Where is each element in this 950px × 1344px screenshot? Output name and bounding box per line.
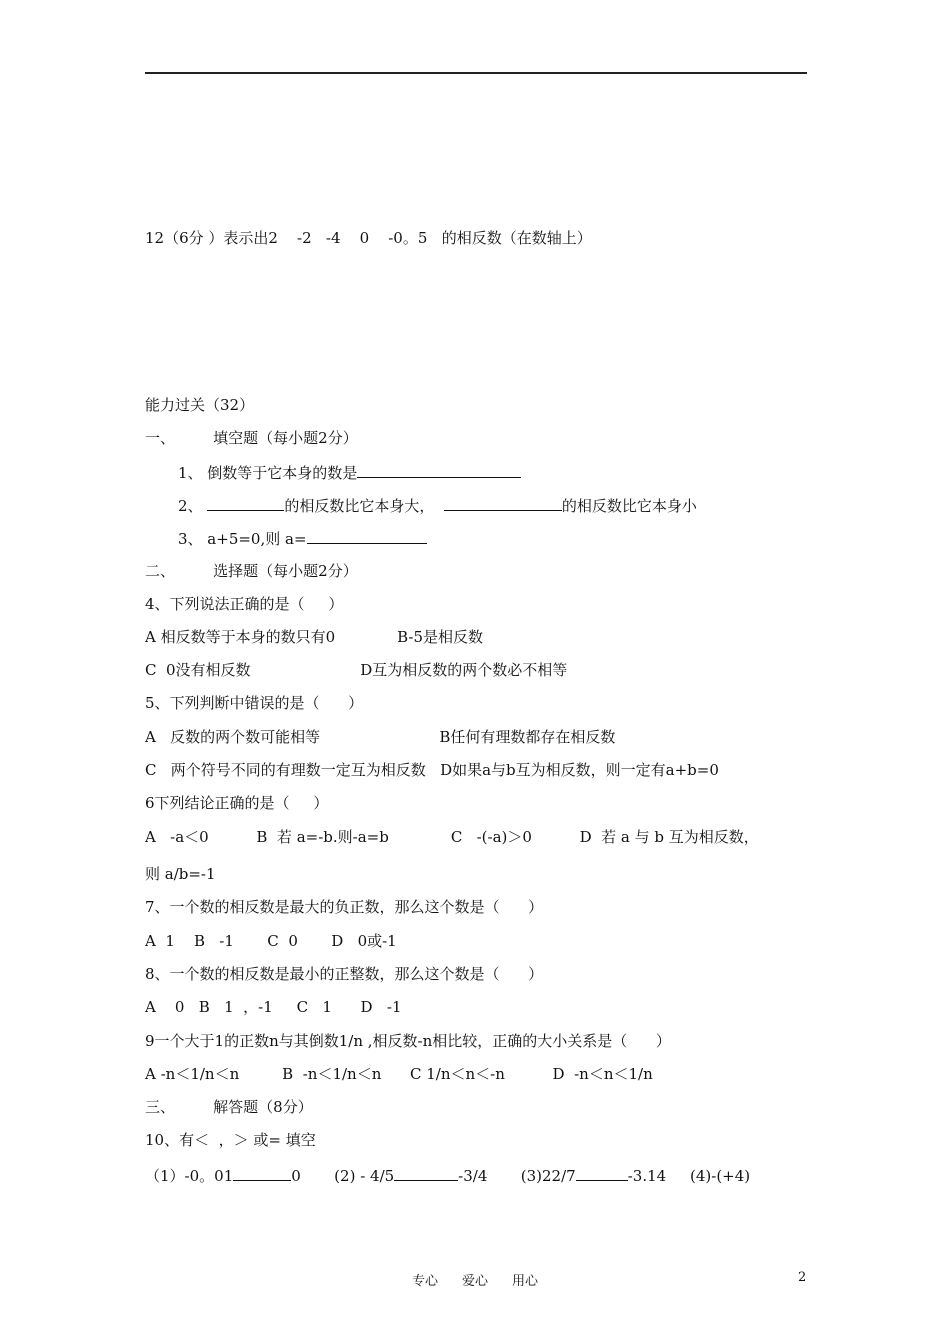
footer-text-1: 专心: [411, 1274, 438, 1289]
question-2-text: 的相反数比它本身大，: [284, 497, 444, 515]
q10-item-3: (3)22/7: [520, 1167, 576, 1185]
part3-heading: 三、 解答题（8分）: [145, 1098, 313, 1116]
question-4-options-ab: A 相反数等于本身的数只有0 B-5是相反数: [145, 628, 484, 646]
question-2-num: 2、: [178, 497, 208, 515]
q10-item-1-value: 0: [291, 1167, 335, 1185]
q10-item-3-value: -3.14: [627, 1167, 691, 1185]
answer-blank[interactable]: [576, 1164, 628, 1181]
question-12: 12（6分 ）表示出2 -2 -4 0 -0。5 的相反数（在数轴上）: [145, 229, 592, 247]
question-7: 7、一个数的相反数是最大的负正数，那么这个数是（ ）: [145, 898, 544, 916]
question-5: 5、下列判断中错误的是（ ）: [145, 694, 364, 712]
question-2: [178, 494, 697, 516]
q10-item-2: (2) - 4/5: [334, 1167, 395, 1185]
question-4: 4、下列说法正确的是（ ）: [145, 595, 344, 613]
question-7-options: A 1 B -1 C 0 D 0或-1: [145, 932, 397, 950]
answer-blank[interactable]: [207, 494, 284, 511]
q10-item-2-value: -3/4: [458, 1167, 521, 1185]
question-1-text: 1、 倒数等于它本身的数是: [178, 464, 358, 482]
question-10-items: [145, 1164, 750, 1186]
q10-item-1: （1）-0。01: [145, 1167, 234, 1185]
question-9: 9一个大于1的正数n与其倒数1/n ,相反数-n相比较，正确的大小关系是（ ）: [145, 1032, 671, 1050]
question-8-options: A 0 B 1 ，-1 C 1 D -1: [145, 998, 402, 1016]
question-6-options: A -a＜0 B 若 a=-b.则-a=b C -(-a)＞0 D 若 a 与 b 互为相反数，: [145, 828, 759, 846]
answer-blank[interactable]: [357, 461, 521, 478]
question-3-text: 3、 a+5=0,则 a=: [178, 530, 307, 548]
answer-blank[interactable]: [233, 1164, 291, 1181]
question-6: 6下列结论正确的是（ ）: [145, 794, 329, 812]
part1-heading: 一、 填空题（每小题2分）: [145, 429, 358, 447]
answer-blank[interactable]: [307, 527, 427, 544]
page-number: 2: [798, 1270, 807, 1285]
q10-item-4: (4)-(+4): [690, 1167, 751, 1185]
part2-heading: 二、 选择题（每小题2分）: [145, 562, 358, 580]
question-4-options-cd: C 0没有相反数 D互为相反数的两个数必不相等: [145, 661, 568, 679]
question-5-options-cd: C 两个符号不同的有理数一定互为相反数 D如果a与b互为相反数，则一定有a+b=0: [145, 761, 719, 779]
question-9-options: A -n＜1/n＜n B -n＜1/n＜n C 1/n＜n＜-n D -n＜n＜1/n: [145, 1065, 653, 1083]
section-title: 能力过关（32）: [145, 396, 255, 414]
answer-blank[interactable]: [444, 494, 562, 511]
question-2-text-end: 的相反数比它本身小: [561, 497, 697, 515]
footer-text-3: 用心: [512, 1274, 539, 1289]
question-6-options-cont: 则 a/b=-1: [145, 865, 216, 883]
footer-text-2: 爱心: [461, 1274, 488, 1289]
question-3: [178, 527, 427, 549]
question-5-options-ab: A 反数的两个数可能相等 B任何有理数都存在相反数: [145, 728, 616, 746]
question-8: 8、一个数的相反数是最小的正整数，那么这个数是（ ）: [145, 965, 544, 983]
page-footer: [0, 1270, 950, 1289]
answer-blank[interactable]: [394, 1164, 458, 1181]
header-rule: [145, 72, 807, 74]
question-1: [178, 461, 521, 483]
question-10: 10、有＜ ，＞ 或= 填空: [145, 1131, 316, 1149]
